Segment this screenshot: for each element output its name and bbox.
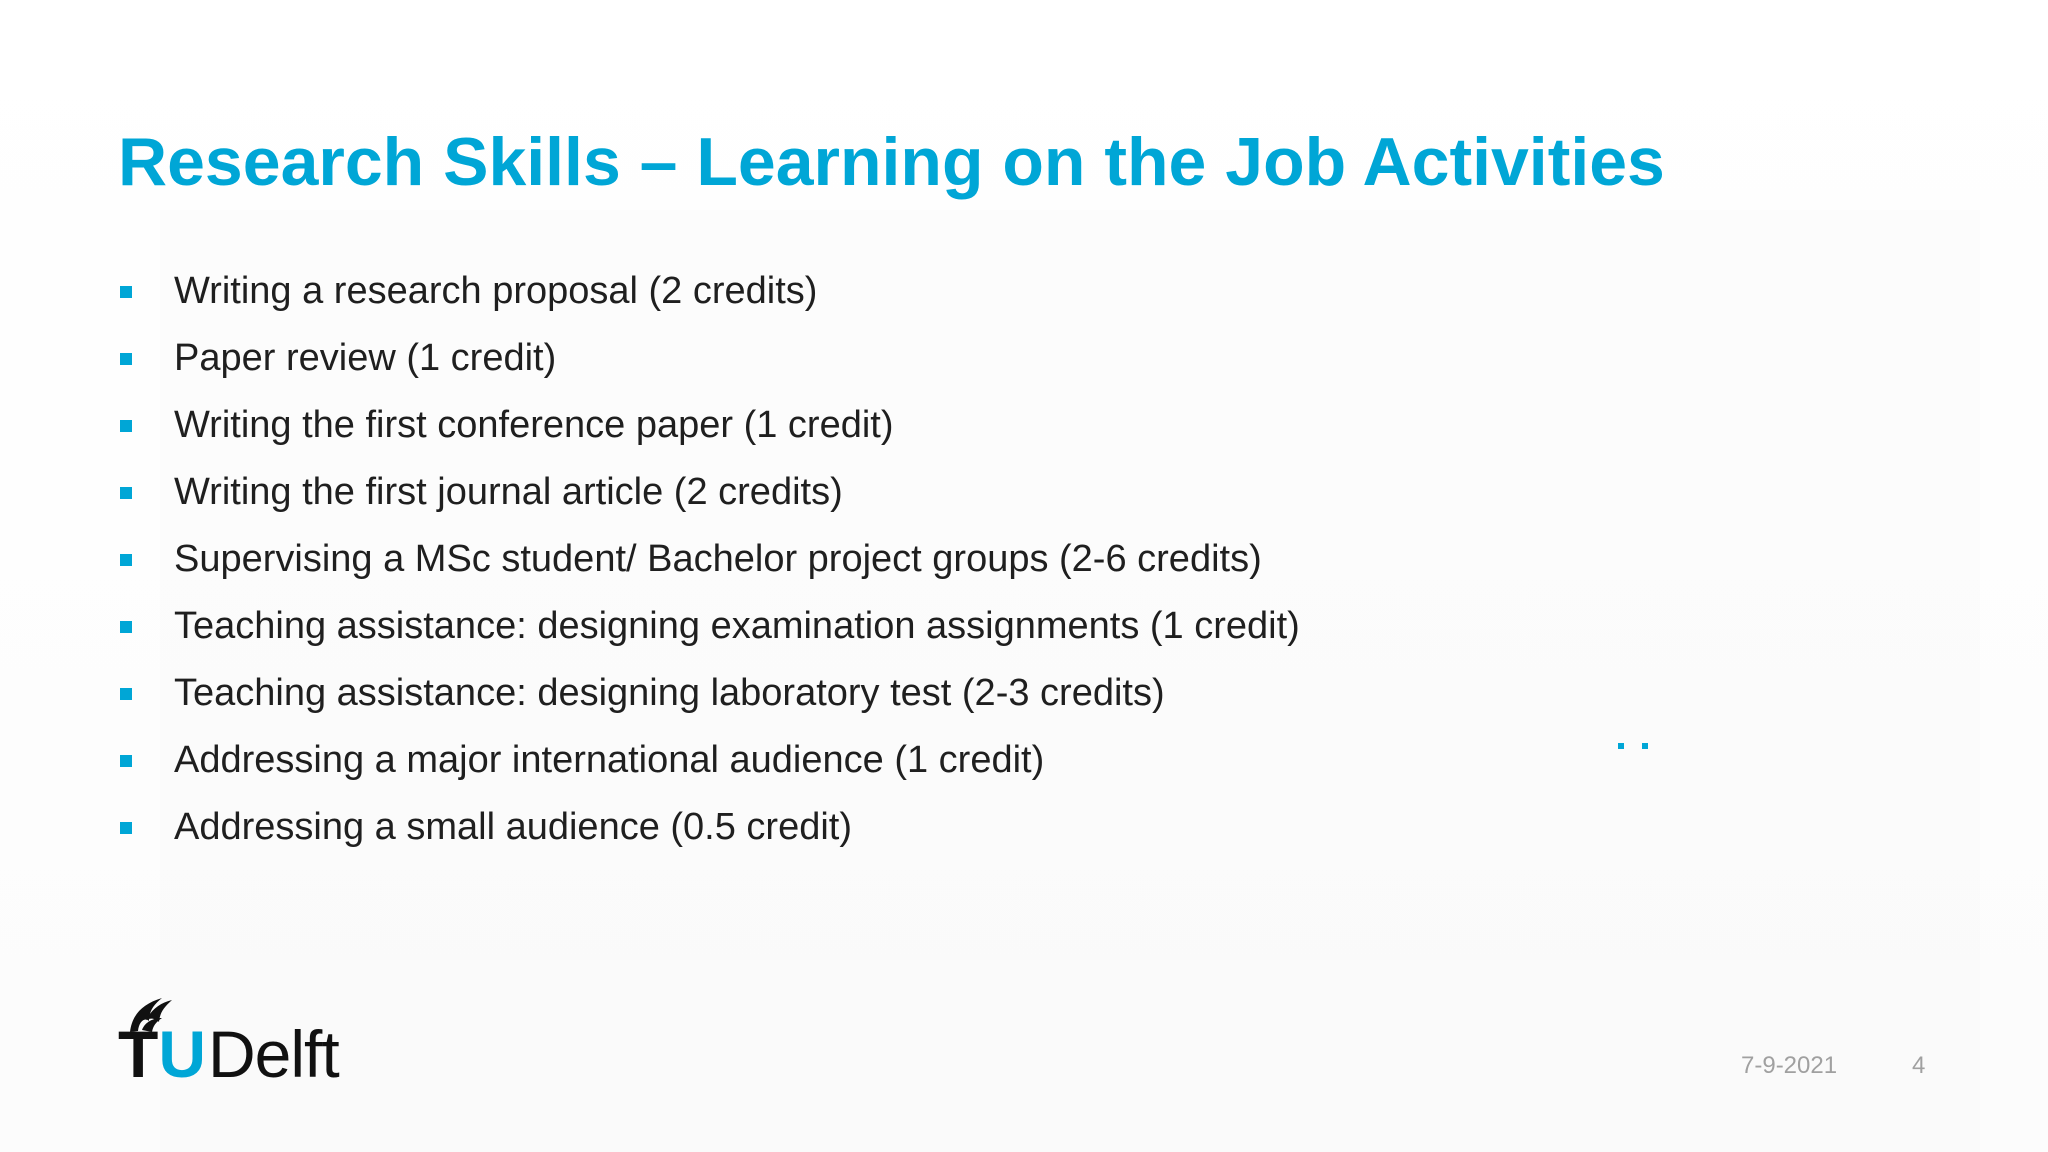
bullet-text: Paper review (1 credit)	[174, 337, 557, 379]
bullet-square-icon	[120, 420, 132, 432]
dot-icon	[1618, 743, 1624, 749]
bullet-text: Writing the first conference paper (1 credit)	[174, 404, 894, 446]
tu-delft-logo	[118, 990, 378, 1090]
bullet-square-icon	[120, 688, 132, 700]
bullet-square-icon	[120, 755, 132, 767]
bullet-square-icon	[120, 822, 132, 834]
page-number: 4	[1912, 1052, 1926, 1079]
bullet-text: Teaching assistance: designing laboratory test (2-3 credits)	[174, 672, 1165, 714]
dot-icon	[1642, 743, 1648, 749]
slide-title: Research Skills – Learning on the Job Activities	[118, 124, 1665, 200]
logo-delft: Delft	[208, 1017, 339, 1091]
bullet-list	[118, 258, 1300, 861]
bullet-text: Teaching assistance: designing examination assignments (1 credit)	[174, 605, 1300, 647]
bullet-square-icon	[120, 621, 132, 633]
list-item	[118, 593, 1300, 660]
list-item	[118, 526, 1300, 593]
bullet-text: Supervising a MSc student/ Bachelor project groups (2-6 credits)	[174, 538, 1262, 580]
decorative-dots	[1618, 743, 1652, 753]
list-item	[118, 325, 1300, 392]
list-item	[118, 258, 1300, 325]
list-item	[118, 727, 1300, 794]
bullet-square-icon	[120, 286, 132, 298]
bullet-text: Addressing a small audience (0.5 credit)	[174, 806, 853, 848]
logo-wordmark	[118, 1017, 339, 1091]
bullet-square-icon	[120, 554, 132, 566]
bullet-text: Writing a research proposal (2 credits)	[174, 270, 818, 312]
list-item	[118, 392, 1300, 459]
list-item	[118, 459, 1300, 526]
logo-u: U	[158, 1017, 205, 1091]
list-item	[118, 660, 1300, 727]
logo-t: T	[118, 1017, 158, 1091]
bullet-text: Writing the first journal article (2 credits)	[174, 471, 843, 513]
bullet-square-icon	[120, 353, 132, 365]
list-item	[118, 794, 1300, 861]
bullet-square-icon	[120, 487, 132, 499]
footer-date: 7-9-2021	[1741, 1052, 1838, 1079]
bullet-text: Addressing a major international audience (1 credit)	[174, 739, 1045, 781]
